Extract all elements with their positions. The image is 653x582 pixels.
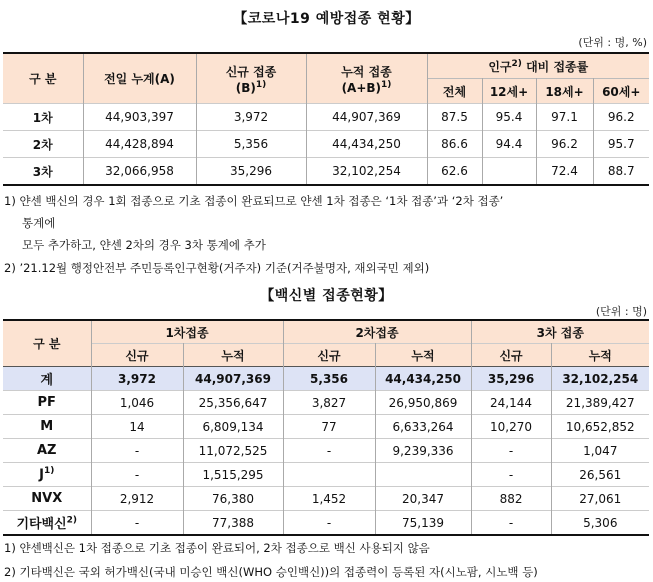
cell-d1-cum: 6,809,134 [183,415,283,439]
unit-label: (단위 : 명, %) [578,36,647,49]
cell-age12: 94.4 [482,131,536,158]
cell-d1-new: 3,972 [91,367,183,391]
cell-age60: 88.7 [593,158,649,186]
cell-d2-cum: 44,434,250 [375,367,471,391]
cell-cum: 44,907,369 [306,104,427,131]
header-age60: 60세+ [593,79,649,104]
header-total: 전체 [427,79,482,104]
table-row [3,511,649,536]
cell-cum: 44,434,250 [306,131,427,158]
cell-d3-new: 10,270 [471,415,551,439]
cell-d3-new: - [471,511,551,536]
cell-total: 87.5 [427,104,482,131]
cell-d1-new: - [91,463,183,487]
table-row [3,415,649,439]
footnote-population: 2) ’21.12월 행정안전부 주민등록인구현황(거주자) 기준(거주불명자, 재외국민 제외) [4,261,430,275]
cell-d1-cum: 77,388 [183,511,283,536]
header-pop-rate [427,53,649,79]
cell-d3-cum: 26,561 [551,463,649,487]
table-row-total [3,367,649,391]
cell-age12 [482,158,536,186]
header-pop-suffix: 대비 접종률 [526,59,589,74]
cell-age18: 72.4 [536,158,593,186]
cell-d2-new [283,463,375,487]
header-age18: 18세+ [536,79,593,104]
header-new-footnote: 1) [255,79,267,90]
cell-d3-cum: 5,306 [551,511,649,536]
cell-d2-new: 1,452 [283,487,375,511]
row-label-text: J [39,467,44,483]
cell-age18: 97.1 [536,104,593,131]
table-header-row [3,53,649,79]
header-cum-line2 [307,80,427,95]
table-row [3,158,649,186]
table-row [3,391,649,415]
cell-d2-new: 5,356 [283,367,375,391]
cell-cum: 32,102,254 [306,158,427,186]
cell-d2-cum: 75,139 [375,511,471,536]
header-dose1: 1차접종 [91,320,283,344]
header-cum-label: (A+B) [341,80,382,95]
cell-d3-new: 35,296 [471,367,551,391]
row-label: 계 [3,367,91,391]
cell-age60: 96.2 [593,104,649,131]
header-gubun: 구 분 [3,320,91,367]
row-label: 3차 [3,158,83,186]
cell-d3-new: 882 [471,487,551,511]
header-age12: 12세+ [482,79,536,104]
table-row [3,439,649,463]
cell-d1-new: - [91,439,183,463]
cell-d1-new: 14 [91,415,183,439]
row-label-footnote: 2) [66,515,78,526]
cell-d2-cum [375,463,471,487]
cell-d1-new: - [91,511,183,536]
header-d3-new: 신규 [471,344,551,367]
header-cum-footnote: 1) [381,79,392,90]
cell-d3-new: 24,144 [471,391,551,415]
header-new [196,53,306,104]
header-d2-new: 신규 [283,344,375,367]
cell-prev: 32,066,958 [83,158,196,186]
header-new-label: (B) [235,80,256,95]
cell-d1-new: 1,046 [91,391,183,415]
cell-prev: 44,903,397 [83,104,196,131]
footnote-janssen-line1: 1) 얀센 백신의 경우 1회 접종으로 기초 접종이 완료되므로 얀센 1차 접종은 ‘1차 접종’과 ‘2차 접종’ [4,194,504,208]
row-label-footnote: 1) [43,466,55,477]
row-label: PF [3,391,91,415]
header-new-line2 [197,80,306,95]
table-row [3,463,649,487]
cell-d2-new: 3,827 [283,391,375,415]
vaccination-status-title: 【코로나19 예방접종 현황】 [233,11,420,27]
cell-d2-cum: 20,347 [375,487,471,511]
cell-new: 3,972 [196,104,306,131]
cell-age60: 95.7 [593,131,649,158]
cell-total: 86.6 [427,131,482,158]
cell-d3-new: - [471,439,551,463]
cell-age12: 95.4 [482,104,536,131]
row-label: NVX [3,487,91,511]
header-dose3: 3차 접종 [471,320,649,344]
row-label-text: 기타백신 [16,517,67,532]
row-label [3,463,91,487]
cell-d3-cum: 21,389,427 [551,391,649,415]
cell-age18: 96.2 [536,131,593,158]
cell-d2-new: - [283,439,375,463]
cell-d1-cum: 11,072,525 [183,439,283,463]
header-d2-cum: 누적 [375,344,471,367]
header-prev-cum: 전일 누계(A) [83,53,196,104]
unit-label-2: (단위 : 명) [595,305,647,318]
row-label [3,511,91,536]
cell-d2-cum: 26,950,869 [375,391,471,415]
table-header-row [3,320,649,344]
cell-d1-cum: 76,380 [183,487,283,511]
footnote-janssen-line2: 통계에 [22,216,56,230]
header-dose2: 2차접종 [283,320,471,344]
cell-d3-cum: 27,061 [551,487,649,511]
footnote-janssen-line3: 모두 추가하고, 얀센 2차의 경우 3차 통계에 추가 [22,238,266,252]
cell-d1-new: 2,912 [91,487,183,511]
header-d3-cum: 누적 [551,344,649,367]
cell-d3-cum: 1,047 [551,439,649,463]
footnote-other-vaccines: 2) 기타백신은 국외 허가백신(국내 미승인 백신(WHO 승인백신))의 접종력이 등록된 자(시노팜, 시노백 등) [4,565,538,579]
cell-d2-cum: 6,633,264 [375,415,471,439]
header-pop-footnote: 2) [511,58,522,69]
cell-d3-cum: 10,652,852 [551,415,649,439]
table-subheader-row [3,344,649,367]
table-row [3,104,649,131]
cell-total: 62.6 [427,158,482,186]
vaccine-type-table [3,319,649,536]
header-cum-line1: 누적 접종 [341,64,392,79]
header-d1-new: 신규 [91,344,183,367]
row-label: AZ [3,439,91,463]
header-gubun: 구 분 [3,53,83,104]
cell-d1-cum: 1,515,295 [183,463,283,487]
header-new-line1: 신규 접종 [225,64,277,79]
cell-new: 5,356 [196,131,306,158]
cell-d2-cum: 9,239,336 [375,439,471,463]
cell-d1-cum: 44,907,369 [183,367,283,391]
cell-d3-new: - [471,463,551,487]
vaccination-summary-table [3,52,649,186]
footnote-janssen-dose: 1) 얀센백신은 1차 접종으로 기초 접종이 완료되어, 2차 접종으로 백신 사용되지 않음 [4,541,430,555]
header-d1-cum: 누적 [183,344,283,367]
header-cum [306,53,427,104]
cell-new: 35,296 [196,158,306,186]
table-row [3,487,649,511]
cell-d3-cum: 32,102,254 [551,367,649,391]
row-label: 2차 [3,131,83,158]
table-row [3,131,649,158]
cell-d2-new: 77 [283,415,375,439]
row-label: 1차 [3,104,83,131]
cell-prev: 44,428,894 [83,131,196,158]
cell-d1-cum: 25,356,647 [183,391,283,415]
cell-d2-new: - [283,511,375,536]
vaccine-type-title: 【백신별 접종현황】 [260,288,393,304]
row-label: M [3,415,91,439]
header-pop-prefix: 인구 [488,59,512,74]
